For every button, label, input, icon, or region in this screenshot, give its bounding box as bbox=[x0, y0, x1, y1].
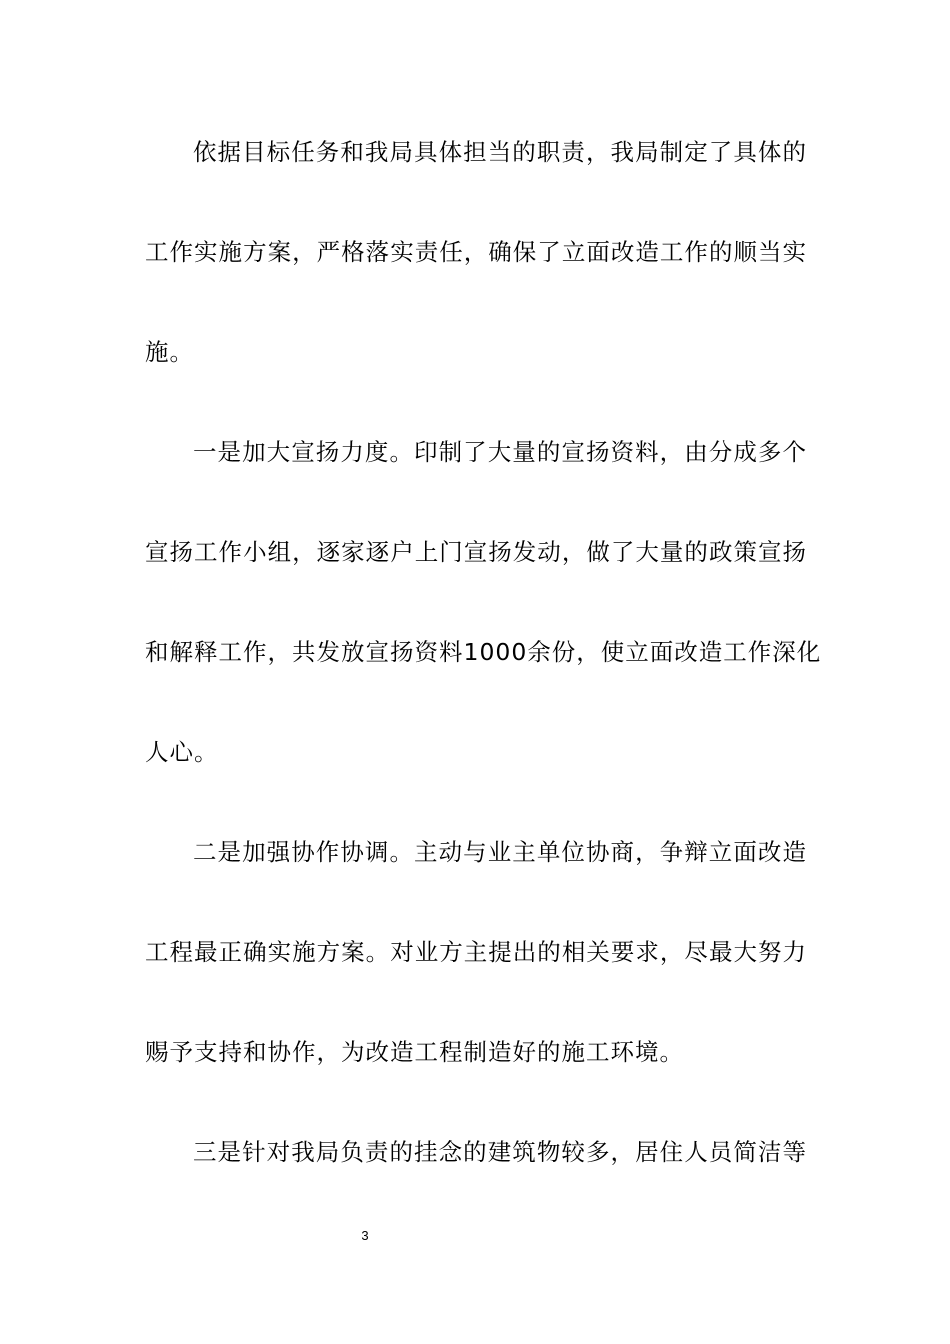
text-line: 工程最正确实施方案。对业方主提出的相关要求，尽最大努力 bbox=[145, 938, 807, 966]
text-line: 和解释工作，共发放宣扬资料1000余份，使立面改造工作深化 bbox=[145, 638, 822, 666]
text-line: 宣扬工作小组，逐家逐户上门宣扬发动，做了大量的政策宣扬 bbox=[145, 538, 807, 566]
text-line: 人心。 bbox=[145, 738, 219, 766]
text-line: 工作实施方案，严格落实责任，确保了立面改造工作的顺当实 bbox=[145, 238, 807, 266]
text-line: 一是加大宣扬力度。印制了大量的宣扬资料，由分成多个 bbox=[193, 438, 807, 466]
text-line: 施。 bbox=[145, 338, 194, 366]
text-line: 三是针对我局负责的挂念的建筑物较多，居住人员简洁等 bbox=[193, 1138, 807, 1166]
page-number: 3 bbox=[361, 1228, 369, 1243]
text-line: 二是加强协作协调。主动与业主单位协商，争辩立面改造 bbox=[193, 838, 807, 866]
text-line: 依据目标任务和我局具体担当的职责，我局制定了具体的 bbox=[193, 138, 807, 166]
text-line: 赐予支持和协作，为改造工程制造好的施工环境。 bbox=[145, 1038, 684, 1066]
